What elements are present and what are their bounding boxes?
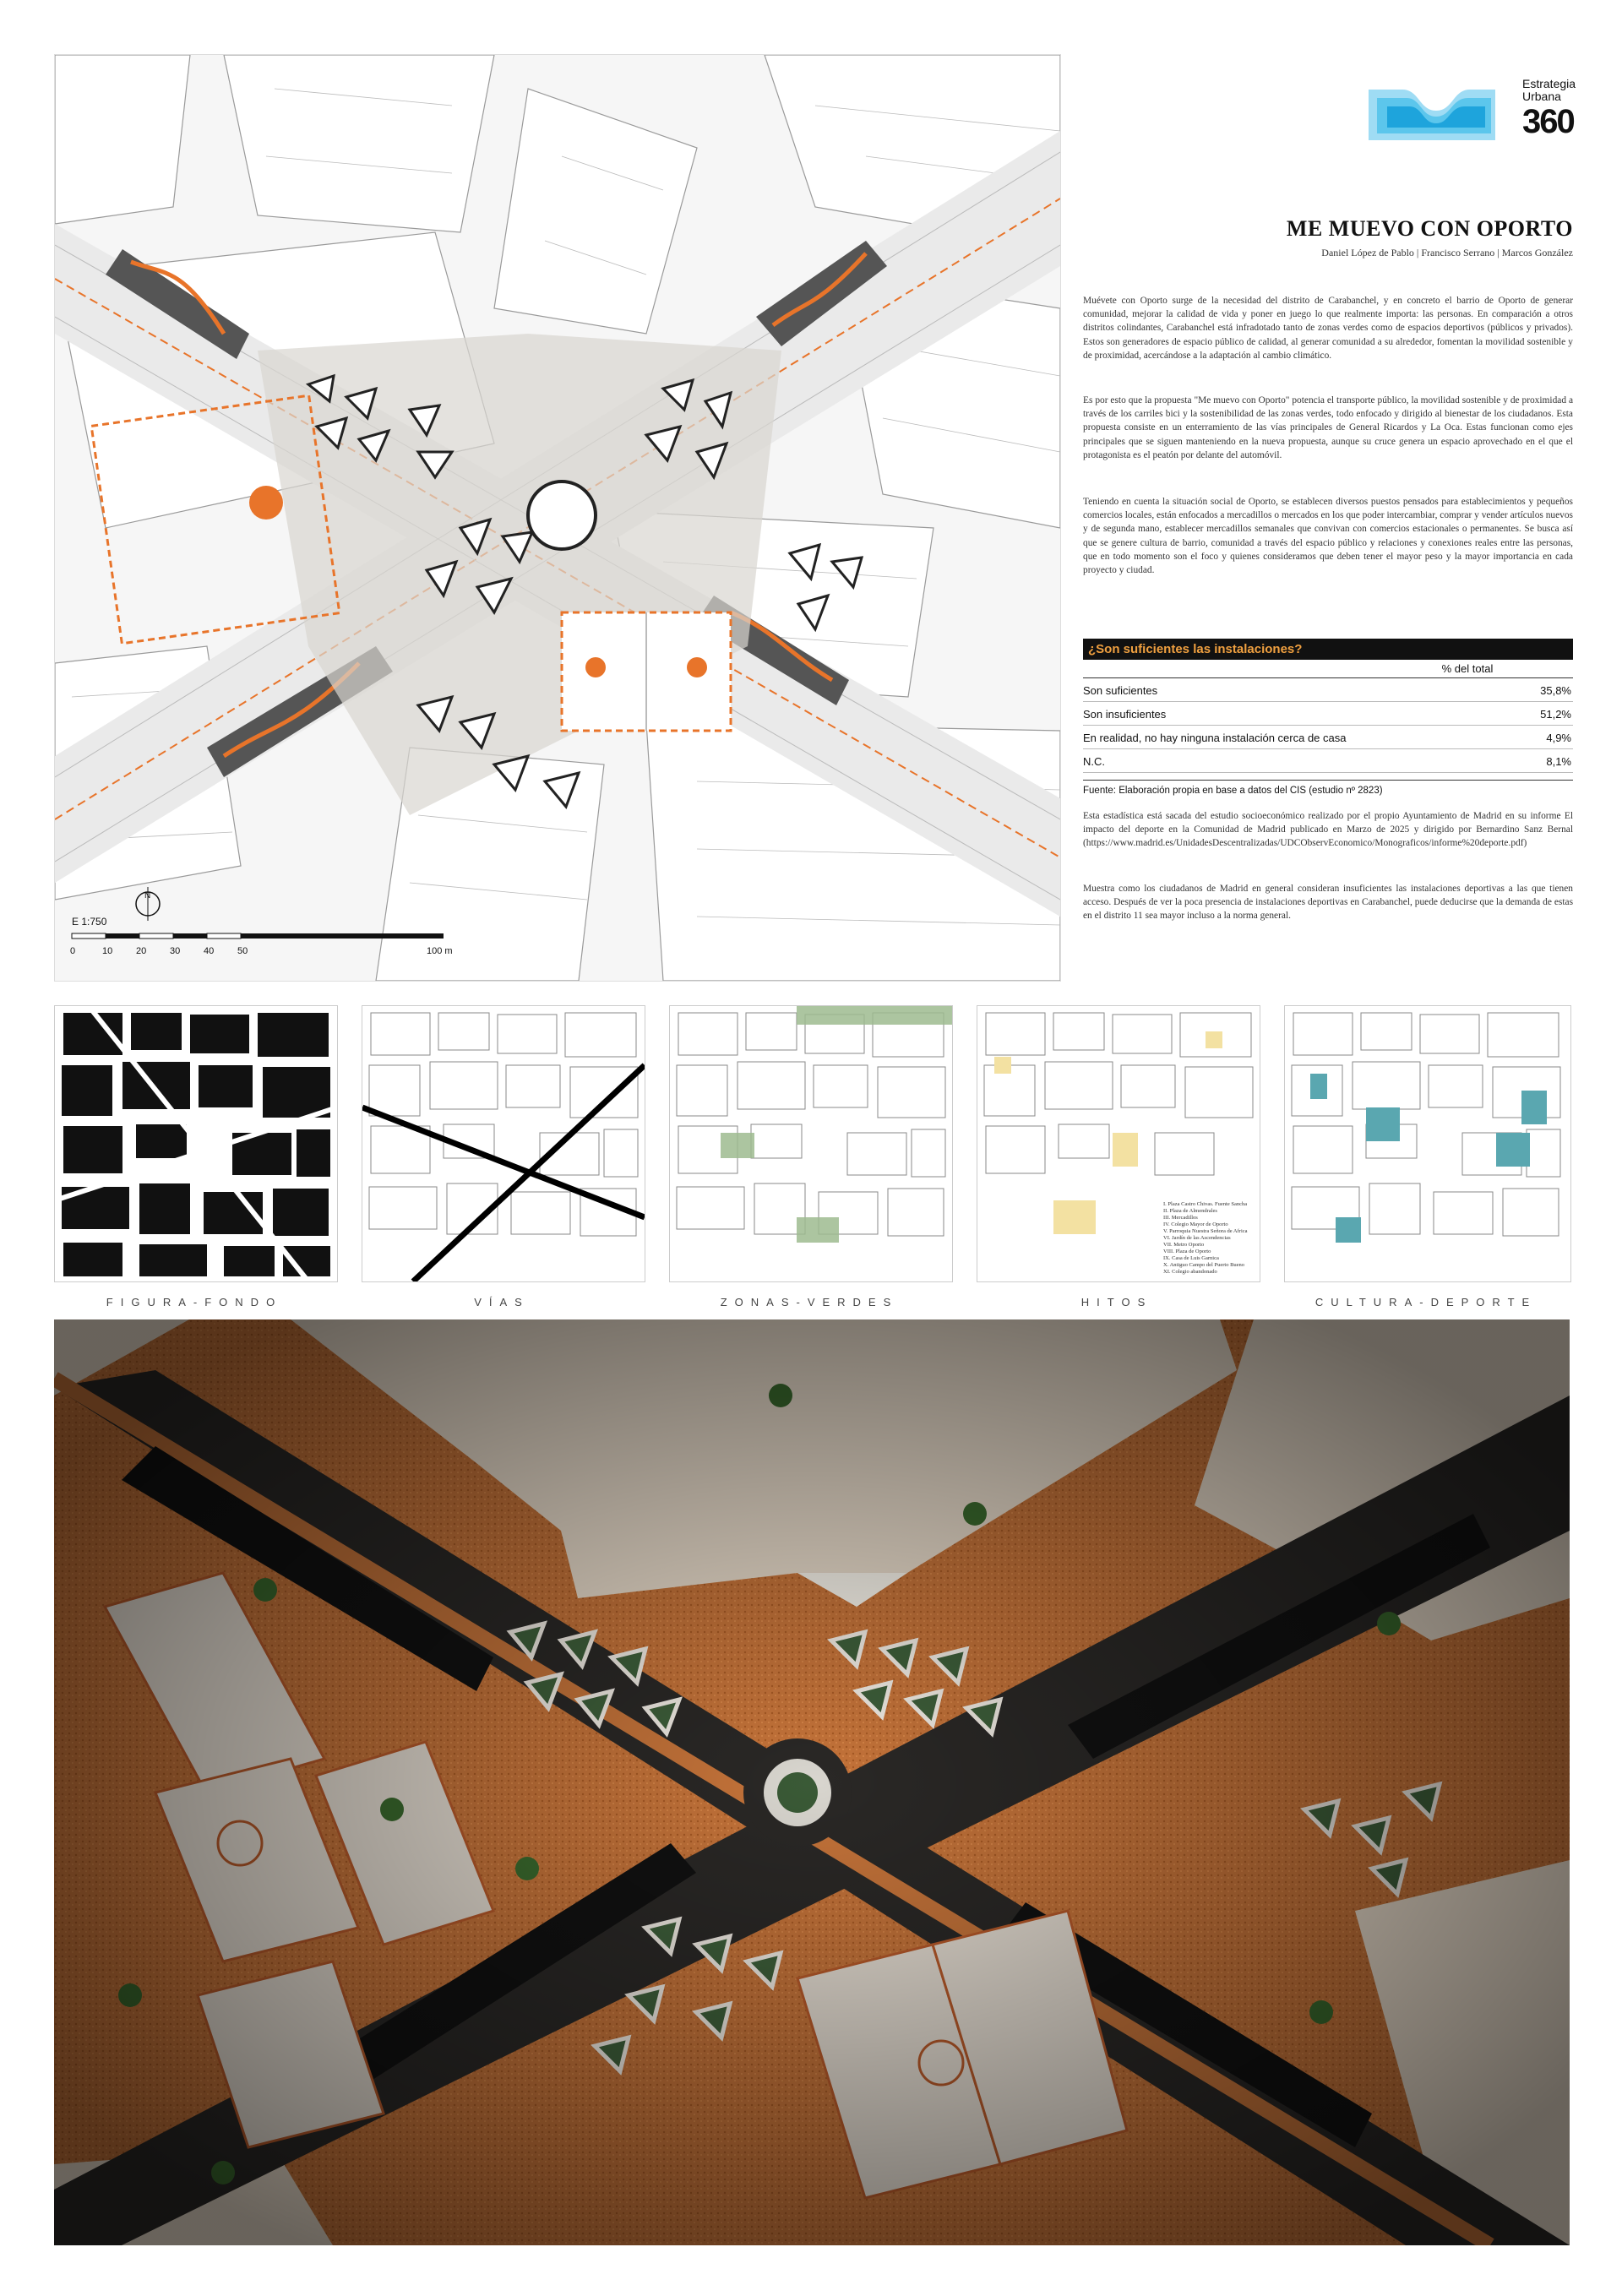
scale-tick: 50 (237, 946, 248, 956)
scale-label: E 1:750 (72, 916, 107, 928)
logo-text-line1: Estrategia (1522, 77, 1576, 90)
hitos-legend-item: II. Plaza de Almendrales (1163, 1208, 1217, 1214)
page-title: ME MUEVO CON OPORTO (1286, 216, 1573, 241)
scale-tick: 20 (136, 946, 147, 956)
map-label: VÍAS (474, 1296, 530, 1309)
row-label: En realidad, no hay ninguna instalación cerca de casa (1083, 732, 1347, 744)
hitos-legend-item: IV. Colegio Mayor de Oporto (1163, 1221, 1228, 1227)
map-vias (362, 1005, 645, 1282)
scale-tick: 30 (170, 946, 181, 956)
site-plan-drawing (55, 55, 1060, 981)
map-vias-drawing (362, 1006, 645, 1281)
map-hitos-drawing (977, 1006, 1260, 1281)
map-zonas-verdes-drawing (670, 1006, 952, 1281)
aerial-render-image (54, 1319, 1570, 2245)
hitos-legend-item: VII. Metro Oporto (1163, 1242, 1205, 1248)
hitos-legend-item: IX. Casa de Luis Garnica (1163, 1255, 1219, 1261)
hitos-legend-item: VIII. Plaza de Oporto (1163, 1249, 1211, 1254)
logo-text (1522, 78, 1576, 140)
logo-text-line2: Urbana (1522, 90, 1561, 103)
logo-number: 360 (1522, 103, 1574, 140)
scale-tick: 40 (204, 946, 215, 956)
map-label: FIGURA-FONDO (106, 1296, 283, 1309)
row-label: Son suficientes (1083, 684, 1158, 697)
scale-tick: 0 (70, 946, 76, 956)
row-value: 4,9% (1546, 732, 1571, 744)
row-value: 35,8% (1540, 684, 1571, 697)
conclusion-paragraph: Muestra como los ciudadanos de Madrid en general consideran insuficientes las instalaciones deportivas a las que tienen acceso. Después de ver la poca presencia de instalaciones deportivas en Carabanchel, puede deducirse que la demanda de estas en el distrito 11 sea mayor incluso a la norma general. (1083, 884, 1573, 922)
hitos-legend-item: VI. Jardín de las Ascendencias (1163, 1235, 1231, 1241)
map-cultura-deporte (1284, 1005, 1571, 1282)
table-column-header (1083, 660, 1573, 678)
hitos-legend-item: III. Mercadillos (1163, 1215, 1198, 1221)
map-cultura-deporte-drawing (1285, 1006, 1570, 1281)
row-value: 51,2% (1540, 708, 1571, 721)
map-label: HITOS (1080, 1296, 1153, 1309)
row-label: N.C. (1083, 755, 1105, 768)
map-hitos (977, 1005, 1260, 1282)
table-row (1083, 702, 1573, 726)
table-row (1083, 678, 1573, 702)
map-figura-fondo-drawing (55, 1006, 337, 1281)
intro-paragraph: Muévete con Oporto surge de la necesidad del distrito de Carabanchel, y en concreto el barrio de Oporto de generar comunidad, mejorar la calidad de vida y poner en juego lo que realmente importa: las personas. En comparación a otros distritos colindantes, Carabanchel está infradotado tanto de zonas verdes como de espacios deportivos (públicos y privados). Estos son generadores de espacio público de calidad, al generar comunidad a su alrededor, fomentan la movilidad sostenible y de proximidad, acercándose a la adaptación al cambio climático. (1083, 296, 1573, 361)
north-label: N (144, 891, 151, 900)
hitos-legend-item: X. Antiguo Campo del Puerto Bueno (1163, 1262, 1245, 1268)
map-figura-fondo (54, 1005, 338, 1282)
map-label: CULTURA-DEPORTE (1314, 1296, 1538, 1309)
table-source: Fuente: Elaboración propia en base a datos del CIS (estudio nº 2823) (1083, 780, 1573, 796)
hitos-legend-item: XI. Colegio abandonado (1163, 1269, 1217, 1275)
table-row (1083, 726, 1573, 749)
proposal-paragraph: Es por esto que la propuesta "Me muevo con Oporto" potencia el transporte público, la movilidad sostenible y de proximidad a través de los carriles bici y la sostenibilidad de las zonas verdes, todo enfocado y dirigido al bienestar de los ciudadanos. Esta propuesta consiste en un enterramiento de las vías principales de General Ricardos y La Oca. Estas funcionan como ejes principales que se siguen manteniendo en la nueva propuesta, aunque su cruce genera un espacio aprovechado en el que el protagonista es el peatón por delante del automóvil. (1083, 395, 1573, 460)
statistics-paragraph: Esta estadística está sacada del estudio socioeconómico realizado por el propio Ayuntamiento de Madrid en su informe El impacto del deporte en la Comunidad de Madrid publicado en Marzo de 2025 y dirigido por Bernardino Sanz Bernal (https://www.madrid.es/UnidadesDescentralizadas/UDCObservEconomico/Monograficos/informe%20deporte.pdf) (1083, 811, 1573, 849)
site-plan (54, 54, 1061, 982)
authors: Daniel López de Pablo | Francisco Serrano | Marcos González (1321, 247, 1573, 258)
hitos-legend-item: I. Plaza Castro Chivas. Fuente Sancha (1163, 1201, 1248, 1207)
logo-waves-icon (1369, 81, 1512, 154)
aerial-render (54, 1319, 1570, 2245)
column-label: % del total (1441, 662, 1494, 675)
scale-tick: 10 (102, 946, 113, 956)
social-paragraph: Teniendo en cuenta la situación social de Oporto, se establecen diversos puestos pensados para establecimientos y pequeños comercios locales, están enfocados a mercadillos o mercados en los que poder intercambiar, comprar y vender artículos nuevos y de segunda mano, establecer mercadillos semanales que convivan con comercios estacionales o permanentes. Se busca así que se genere cultura de barrio, comunidad a través del espacio público y relaciones y conexiones reales entre las personas, que en todo momento son el foco y quienes consideramos que deben tener el mayor peso y la mayor importancia en cada proyecto y ciudad. (1083, 497, 1573, 576)
table-title: ¿Son suficientes las instalaciones? (1083, 639, 1573, 660)
hitos-legend-item: V. Parroquia Nuestra Señora de Africa (1163, 1228, 1248, 1234)
survey-table (1083, 639, 1573, 796)
row-value: 8,1% (1546, 755, 1571, 768)
row-label: Son insuficientes (1083, 708, 1167, 721)
roundabout (528, 482, 596, 549)
scale-tick: 100 m (427, 946, 453, 956)
table-row (1083, 749, 1573, 773)
map-label: ZONAS-VERDES (720, 1296, 899, 1309)
map-zonas-verdes (669, 1005, 953, 1282)
